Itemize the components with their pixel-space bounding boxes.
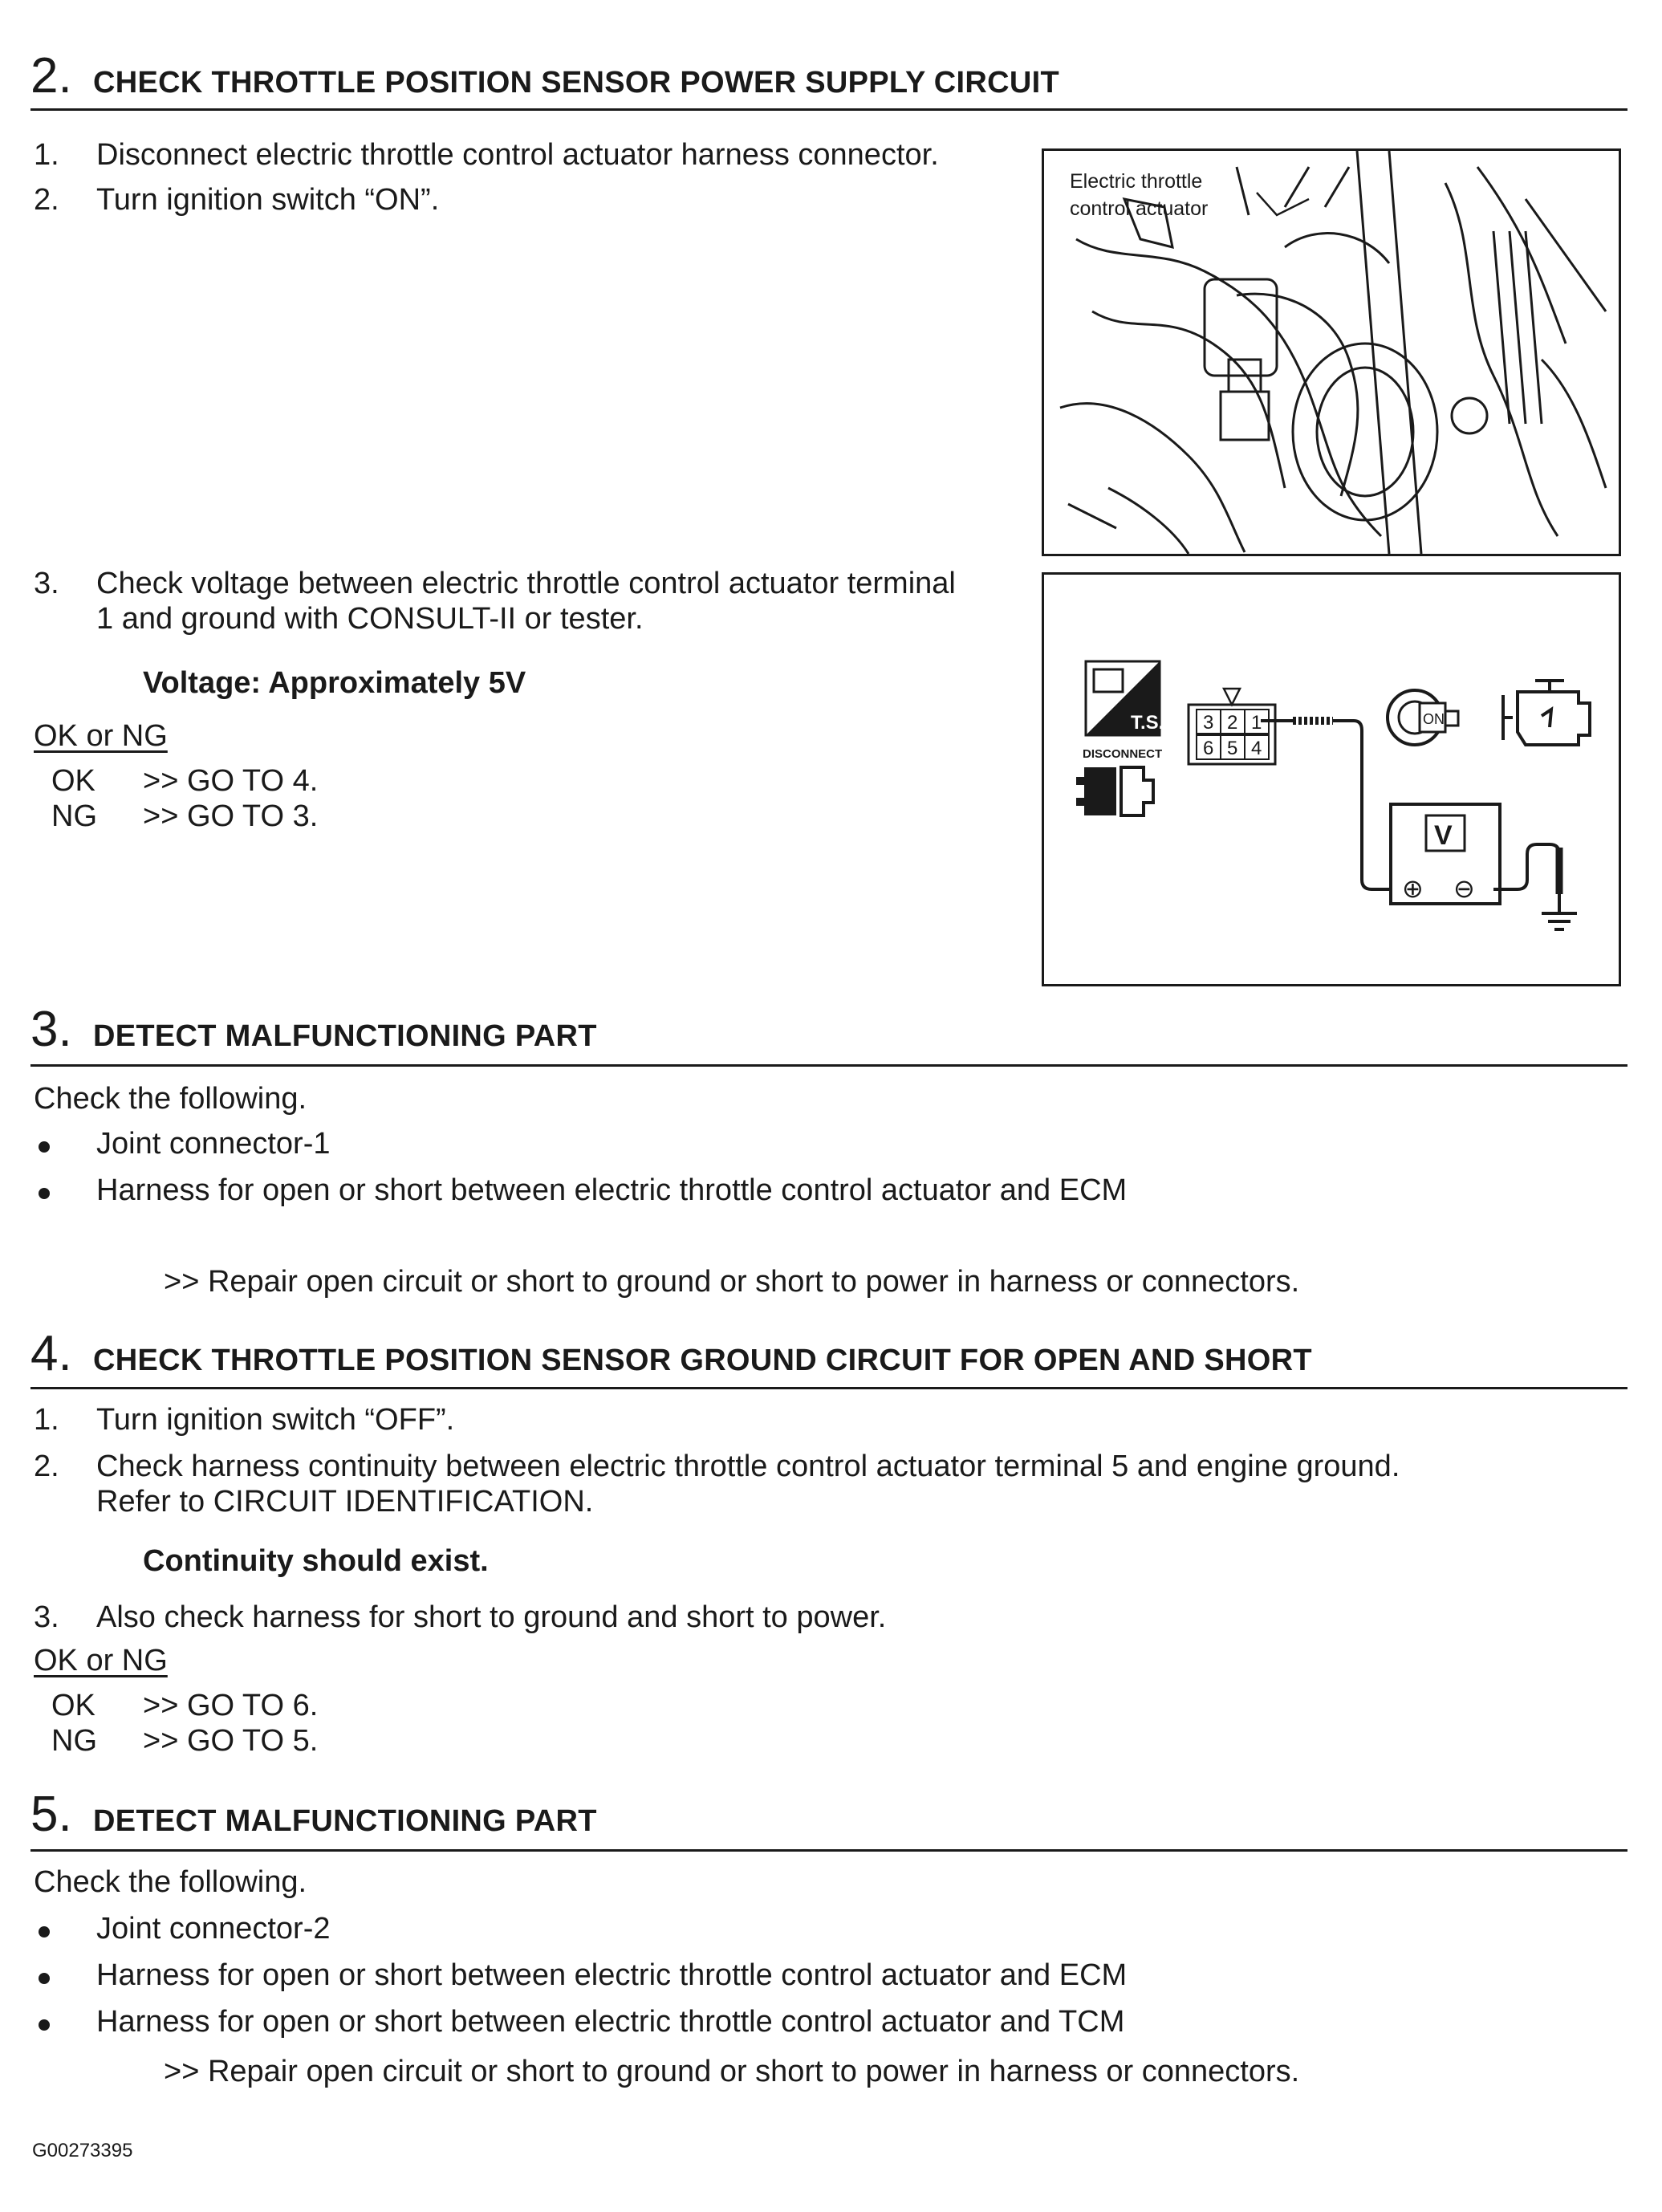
- bullet-text: Harness for open or short between electric throttle control actuator and TCM: [96, 2005, 1125, 2039]
- section-2-header: [30, 42, 1627, 106]
- probe-wire: [1261, 721, 1407, 889]
- section-number: 3.: [30, 1002, 72, 1057]
- bullet-icon: [39, 1926, 50, 1938]
- intro-text: Check the following.: [34, 1082, 307, 1116]
- section-number: 5.: [30, 1787, 72, 1842]
- meter-minus: ⊖: [1453, 873, 1475, 904]
- engine-bay-illustration: [1044, 151, 1619, 554]
- section-number: 2.: [30, 48, 72, 104]
- ts-icon: [1086, 661, 1164, 735]
- ground-wire: [1493, 844, 1577, 929]
- section-rule: [30, 1849, 1627, 1852]
- step-number: 2.: [34, 183, 59, 217]
- footer-code: G00273395: [32, 2140, 133, 2161]
- step-number: 3.: [34, 567, 59, 600]
- figure-label-line2: control actuator: [1070, 197, 1209, 220]
- step-number: 1.: [34, 1403, 59, 1437]
- step-text: Also check harness for short to ground and short to power.: [96, 1600, 887, 1634]
- intro-text: Check the following.: [34, 1865, 307, 1899]
- result-ok-key: OK: [51, 1689, 95, 1722]
- step-number: 1.: [34, 138, 59, 172]
- step-text-continued: Refer to CIRCUIT IDENTIFICATION.: [96, 1485, 594, 1519]
- terminal-2: 2: [1227, 712, 1238, 734]
- spec-value: Voltage: Approximately 5V: [143, 666, 526, 700]
- section-4-header: [30, 1319, 1627, 1384]
- result-ok-key: OK: [51, 764, 95, 798]
- result-heading: OK or NG: [34, 719, 168, 753]
- bullet-text: Harness for open or short between electric throttle control actuator and ECM: [96, 1958, 1128, 1992]
- section-rule: [30, 1387, 1627, 1389]
- step-number: 2.: [34, 1450, 59, 1483]
- section-title: CHECK THROTTLE POSITION SENSOR GROUND CIRCUIT FOR OPEN AND SHORT: [93, 1344, 1312, 1377]
- terminal-1: 1: [1251, 712, 1262, 734]
- step-number: 3.: [34, 1600, 59, 1634]
- bullet-icon: [39, 1973, 50, 1984]
- bullet-text: Harness for open or short between electric throttle control actuator and ECM: [96, 1173, 1128, 1207]
- section-rule: [30, 1064, 1627, 1067]
- action-text: >> Repair open circuit or short to ground or short to power in harness or connectors.: [164, 1265, 1300, 1299]
- terminal-3: 3: [1203, 712, 1214, 734]
- result-ok-action: >> GO TO 6.: [143, 1689, 319, 1722]
- step-text: Disconnect electric throttle control actuator harness connector.: [96, 138, 939, 172]
- engine-icon: [1503, 681, 1590, 745]
- figure-label-line1: Electric throttle: [1070, 170, 1203, 193]
- spec-value: Continuity should exist.: [143, 1544, 489, 1578]
- step-text: Check harness continuity between electric throttle control actuator terminal 5 and engine ground.: [96, 1450, 1400, 1483]
- result-ng-action: >> GO TO 3.: [143, 799, 319, 833]
- section-title: DETECT MALFUNCTIONING PART: [93, 1804, 597, 1838]
- terminal-4: 4: [1251, 738, 1262, 759]
- harness-connector: [1189, 689, 1275, 764]
- step-text: Turn ignition switch “ON”.: [96, 183, 440, 217]
- result-ng-key: NG: [51, 799, 97, 833]
- bullet-text: Joint connector-2: [96, 1912, 331, 1946]
- section-title: DETECT MALFUNCTIONING PART: [93, 1019, 597, 1053]
- section-5-header: [30, 1780, 1627, 1844]
- bullet-icon: [39, 1188, 50, 1199]
- result-ok-action: >> GO TO 4.: [143, 764, 319, 798]
- engine-bay-figure: [1042, 148, 1621, 556]
- voltage-check-figure: [1042, 572, 1621, 986]
- meter-plus: ⊕: [1402, 873, 1424, 904]
- ignition-on-label: ON: [1423, 711, 1445, 727]
- circuit-diagram: [1044, 575, 1619, 984]
- meter-label: V: [1434, 820, 1453, 851]
- result-ng-key: NG: [51, 1724, 97, 1758]
- section-title: CHECK THROTTLE POSITION SENSOR POWER SUPPLY CIRCUIT: [93, 66, 1059, 100]
- result-ng-action: >> GO TO 5.: [143, 1724, 319, 1758]
- action-text: >> Repair open circuit or short to ground or short to power in harness or connectors.: [164, 2055, 1300, 2088]
- terminal-5: 5: [1227, 738, 1238, 759]
- section-3-header: [30, 995, 1627, 1059]
- bullet-icon: [39, 2019, 50, 2031]
- terminal-6: 6: [1203, 738, 1214, 759]
- section-rule: [30, 108, 1627, 111]
- step-text: Check voltage between electric throttle control actuator terminal: [96, 567, 956, 600]
- bullet-text: Joint connector-1: [96, 1127, 331, 1161]
- disconnect-connector-icon: [1076, 767, 1153, 815]
- step-text: Turn ignition switch “OFF”.: [96, 1403, 455, 1437]
- ignition-key-icon: [1388, 690, 1458, 745]
- voltmeter-icon: [1391, 804, 1500, 904]
- section-number: 4.: [30, 1326, 72, 1381]
- step-text-continued: 1 and ground with CONSULT-II or tester.: [96, 602, 644, 636]
- disconnect-label: DISCONNECT: [1083, 747, 1163, 761]
- ts-label: T.S.: [1131, 712, 1164, 734]
- bullet-icon: [39, 1141, 50, 1153]
- result-heading: OK or NG: [34, 1644, 168, 1677]
